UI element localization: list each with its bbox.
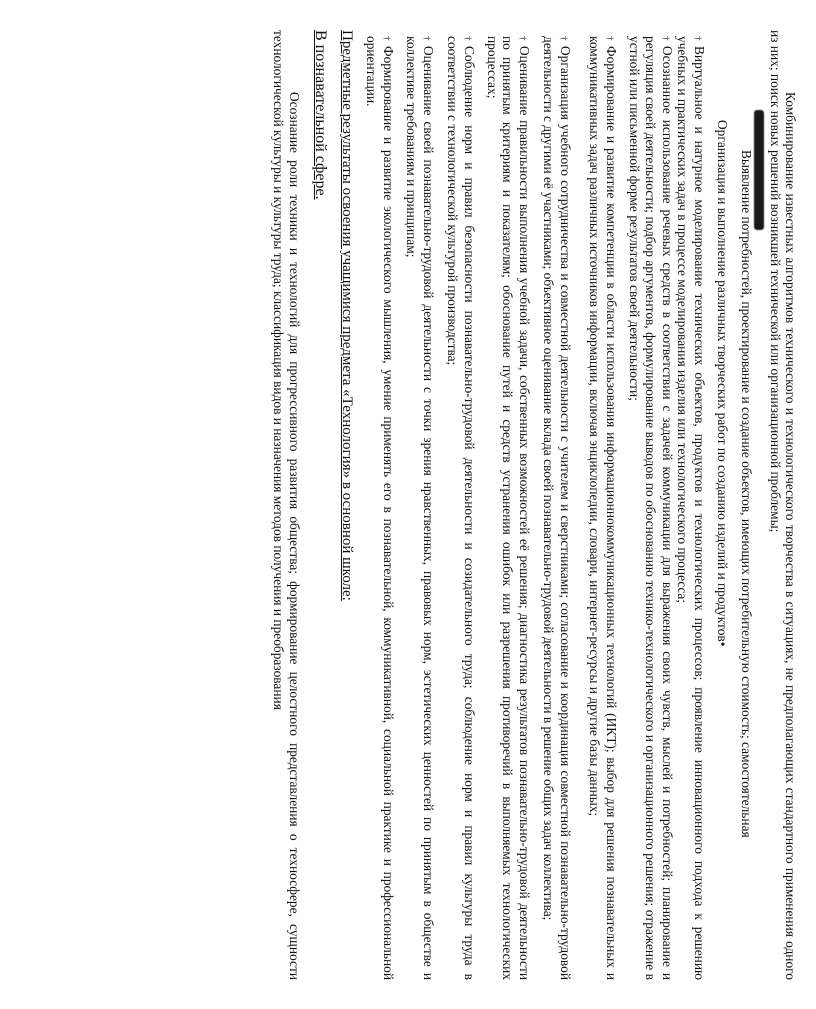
list-item-text: Оценивание своей познавательно-трудовой деятельности с точки зрения нравственных, правовых норм, эстетических ценностей по принятым в обществе и коллективе требованиям и принципам;	[404, 36, 437, 980]
bullet-icon: †	[558, 36, 569, 41]
bullet-icon: †	[381, 36, 392, 41]
list-item-text: Соблюдение норм и правил безопасности познавательно-трудовой деятельности и созидательного труда; соблюдение норм и правил культуры труда в соответствии с технологической культурой производства;	[444, 36, 477, 980]
list-item-self-assessment	[404, 30, 436, 980]
bullet-icon: †	[422, 36, 433, 41]
list-item-speech	[627, 30, 675, 980]
list-item-text: Виртуальное и натурное моделирование технических объектов, продуктов и технологических процессов; проявление инновационного подхода к решению учебных и практических задач в процессе моделирования изделия или технологического процесса;	[674, 36, 708, 980]
bullet-icon: †	[462, 36, 473, 41]
list-item-evaluation	[485, 30, 533, 980]
paragraph-cognitive: Осознание роли техники и технологий для прогрессивного развития общества; формирование целостного представления о техносфере, сущности технологической культуры и культуры труда; классификация видов и назначения методов получения и преобразования	[271, 30, 302, 980]
section-heading: Предметные результаты освоения учащимися предмета «Технология» в основной школе:	[338, 30, 355, 601]
list-item-ict	[587, 30, 619, 980]
list-item-text: Организация учебного сотрудничества и совместной деятельности с учителем и сверстниками; согласование и координация совместной познавательно-трудовой деятельности с другими её участниками; объективное оценивание вклада своей познавательно-трудовой деятельности в решение общих задач коллектива;	[540, 36, 573, 980]
list-item-text: Оценивание правильности выполнения учебной задачи, собственных возможностей её решения; диагностика результатов познавательно-трудовой деятельности по принятым критериям и показателям; обоснование путей и средств устранения ошибок или разрешения противоречий в выполняемых технологических процессах;	[484, 36, 533, 980]
list-item-ecology	[364, 30, 396, 980]
subsection-heading: В познавательной сфере.	[311, 30, 329, 200]
paragraph-combining-algorithms: Комбинирование известных алгоритмов технического и технологического творчества в ситуациях, не предполагающих стандартного применения одного из них; поиск новых решений возникшей технической или организационной проблемы;	[767, 30, 798, 980]
bullet-icon: †	[660, 36, 671, 41]
bullet-icon: †	[605, 36, 616, 41]
list-item-text: Осознанное использование речевых средств в соответствии с задачей коммуникации для выражения своих чувств, мыслей и потребностей; планирование и регуляция своей деятельности; подбор аргументов, формулирование выводов по обоснованию технико-технологического и организационного решения; отражение в устной или письменной форме результатов своей деятельности;	[627, 36, 675, 980]
list-item-cooperation	[540, 30, 572, 980]
bullet-icon: †	[518, 36, 529, 41]
paragraph-needs: Выявление потребностей, проектирование и создание объектов, имеющих потребительную стоимость; самостоятельная	[738, 150, 754, 838]
list-item-modeling	[675, 30, 707, 980]
paragraph-creative-works: Организация и выполнение различных творческих работ по созданию изделий и продуктов•	[715, 120, 731, 647]
document-body	[271, 30, 798, 980]
list-item-text: Формирование и развитие компетенции в области использования информационнокоммуникационных технологий (ИКТ); выбор для решения познавательных и коммуникативных задач различных источников информации, включая энциклопедии, словари, интернет-ресурсы и другие базы данных;	[586, 36, 620, 980]
list-item-safety	[444, 30, 476, 980]
list-item-text: Формирование и развитие экологического мышления, умение применять его в познавательной, коммуникативной, социальной практике и профессиональной ориентации.	[363, 36, 396, 980]
bullet-icon: †	[693, 36, 704, 41]
